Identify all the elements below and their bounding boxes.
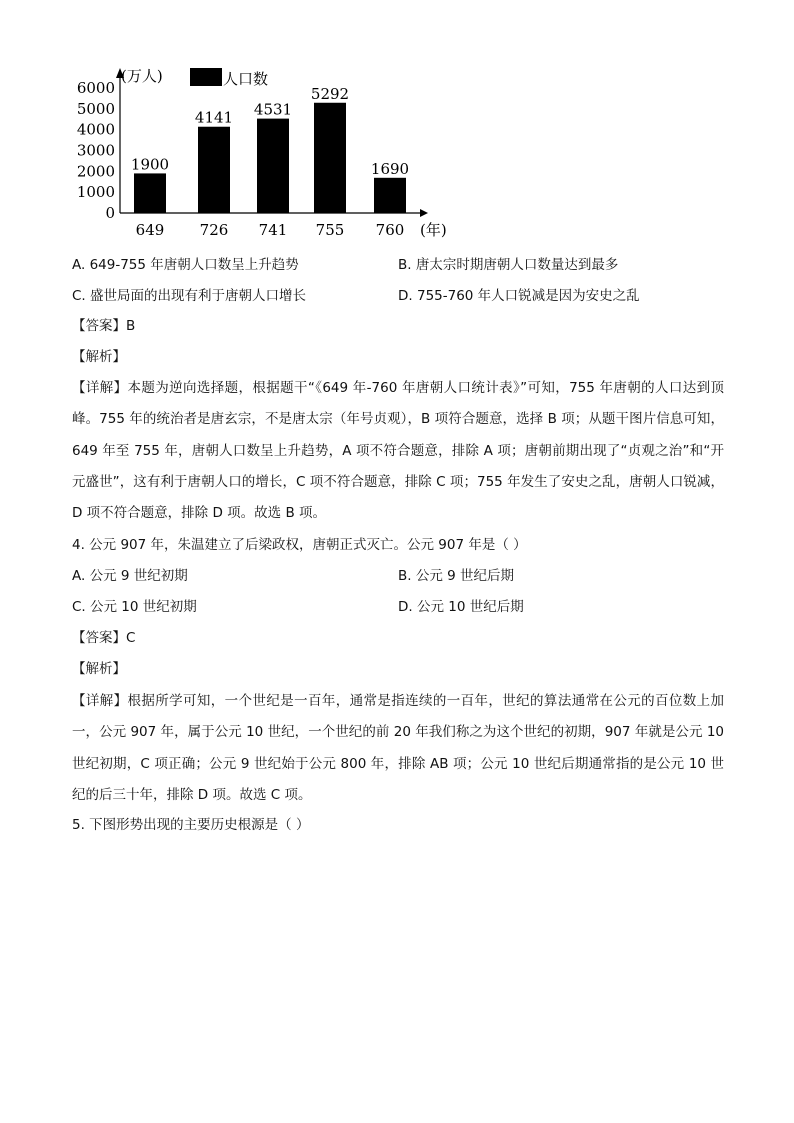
y-unit-label: (万人) (121, 67, 163, 85)
y-tick-label: 0 (105, 204, 115, 222)
q3-option-a[interactable]: A. 649-755 年唐朝人口数呈上升趋势 (72, 257, 299, 273)
y-tick-label: 5000 (76, 99, 115, 118)
x-tick-label: 760 (375, 221, 405, 239)
x-tick-label: 755 (315, 221, 345, 239)
bar-data-label: 1900 (130, 155, 170, 174)
legend-label: 人口数 (223, 70, 269, 88)
q4-option-a[interactable]: A. 公元 9 世纪初期 (72, 568, 188, 584)
q4-option-b[interactable]: B. 公元 9 世纪后期 (398, 568, 515, 584)
q3-option-b[interactable]: B. 唐太宗时期唐朝人口数量达到最多 (398, 257, 619, 273)
bar (374, 178, 406, 213)
x-tick-label: 649 (135, 221, 165, 239)
q4-detail: 【详解】根据所学可知，一个世纪是一百年，通常是指连续的一百年，世纪的算法通常在公元的百位数上加一，公元 907 年，属于公元 10 世纪，一个世纪的前 20 年我们称之为这个世纪的初期，907 年就是公元 10 世纪初期，C 项正确；公元 9 世纪始于公元 800 年，排除 AB 项；公元 10 世纪后期通常指的是公元 10 世纪的后三十年，排除 D 项。故选 C 项。 (72, 693, 724, 803)
y-tick-label: 3000 (76, 141, 115, 160)
bar-data-label: 4141 (194, 108, 234, 127)
bar (198, 127, 230, 213)
y-tick-label: 4000 (76, 120, 115, 139)
q3-option-c[interactable]: C. 盛世局面的出现有利于唐朝人口增长 (72, 288, 307, 304)
y-tick-label: 6000 (76, 79, 115, 97)
x-tick-label: 741 (258, 221, 288, 239)
q4-option-c[interactable]: C. 公元 10 世纪初期 (72, 599, 197, 615)
x-axis-arrow (420, 209, 428, 217)
q4-stem: 4. 公元 907 年，朱温建立了后梁政权，唐朝正式灭亡。公元 907 年是（ ） (72, 537, 527, 553)
q4-analysis-heading: 【解析】 (72, 661, 126, 677)
legend-swatch (190, 68, 222, 86)
q3-detail: 【详解】本题为逆向选择题，根据题干“《649 年-760 年唐朝人口统计表》”可知，755 年唐朝的人口达到顶峰。755 年的统治者是唐玄宗，不是唐太宗（年号贞观），B 项符合题意，选择 B 项；从题干图片信息可知，649 年至 755 年，唐朝人口数呈上升趋势，A 项不符合题意，排除 A 项；唐朝前期出现了“贞观之治”和“开元盛世”，这有利于唐朝人口的增长，C 项不符合题意，排除 C 项；755 年发生了安史之乱，唐朝人口锐减，D 项不符合题意，排除 D 项。故选 B 项。 (72, 380, 724, 522)
bar (257, 119, 289, 213)
q3-analysis-heading: 【解析】 (72, 349, 126, 365)
q3-answer: 【答案】B (72, 318, 136, 334)
x-unit-label: (年) (420, 221, 447, 239)
q4-option-d[interactable]: D. 公元 10 世纪后期 (398, 599, 524, 615)
bar (314, 103, 346, 213)
bar-data-label: 1690 (370, 159, 410, 178)
q3-option-d[interactable]: D. 755-760 年人口锐减是因为安史之乱 (398, 288, 640, 304)
q5-stem: 5. 下图形势出现的主要历史根源是（ ） (72, 817, 310, 833)
bar-data-label: 5292 (310, 84, 350, 103)
bar (134, 173, 166, 213)
bar-data-label: 4531 (253, 100, 293, 119)
y-tick-label: 1000 (76, 183, 115, 202)
chart-svg (68, 62, 458, 244)
population-bar-chart (68, 62, 458, 244)
y-tick-label: 2000 (76, 162, 115, 181)
q4-answer: 【答案】C (72, 630, 136, 646)
x-tick-label: 726 (199, 221, 229, 239)
